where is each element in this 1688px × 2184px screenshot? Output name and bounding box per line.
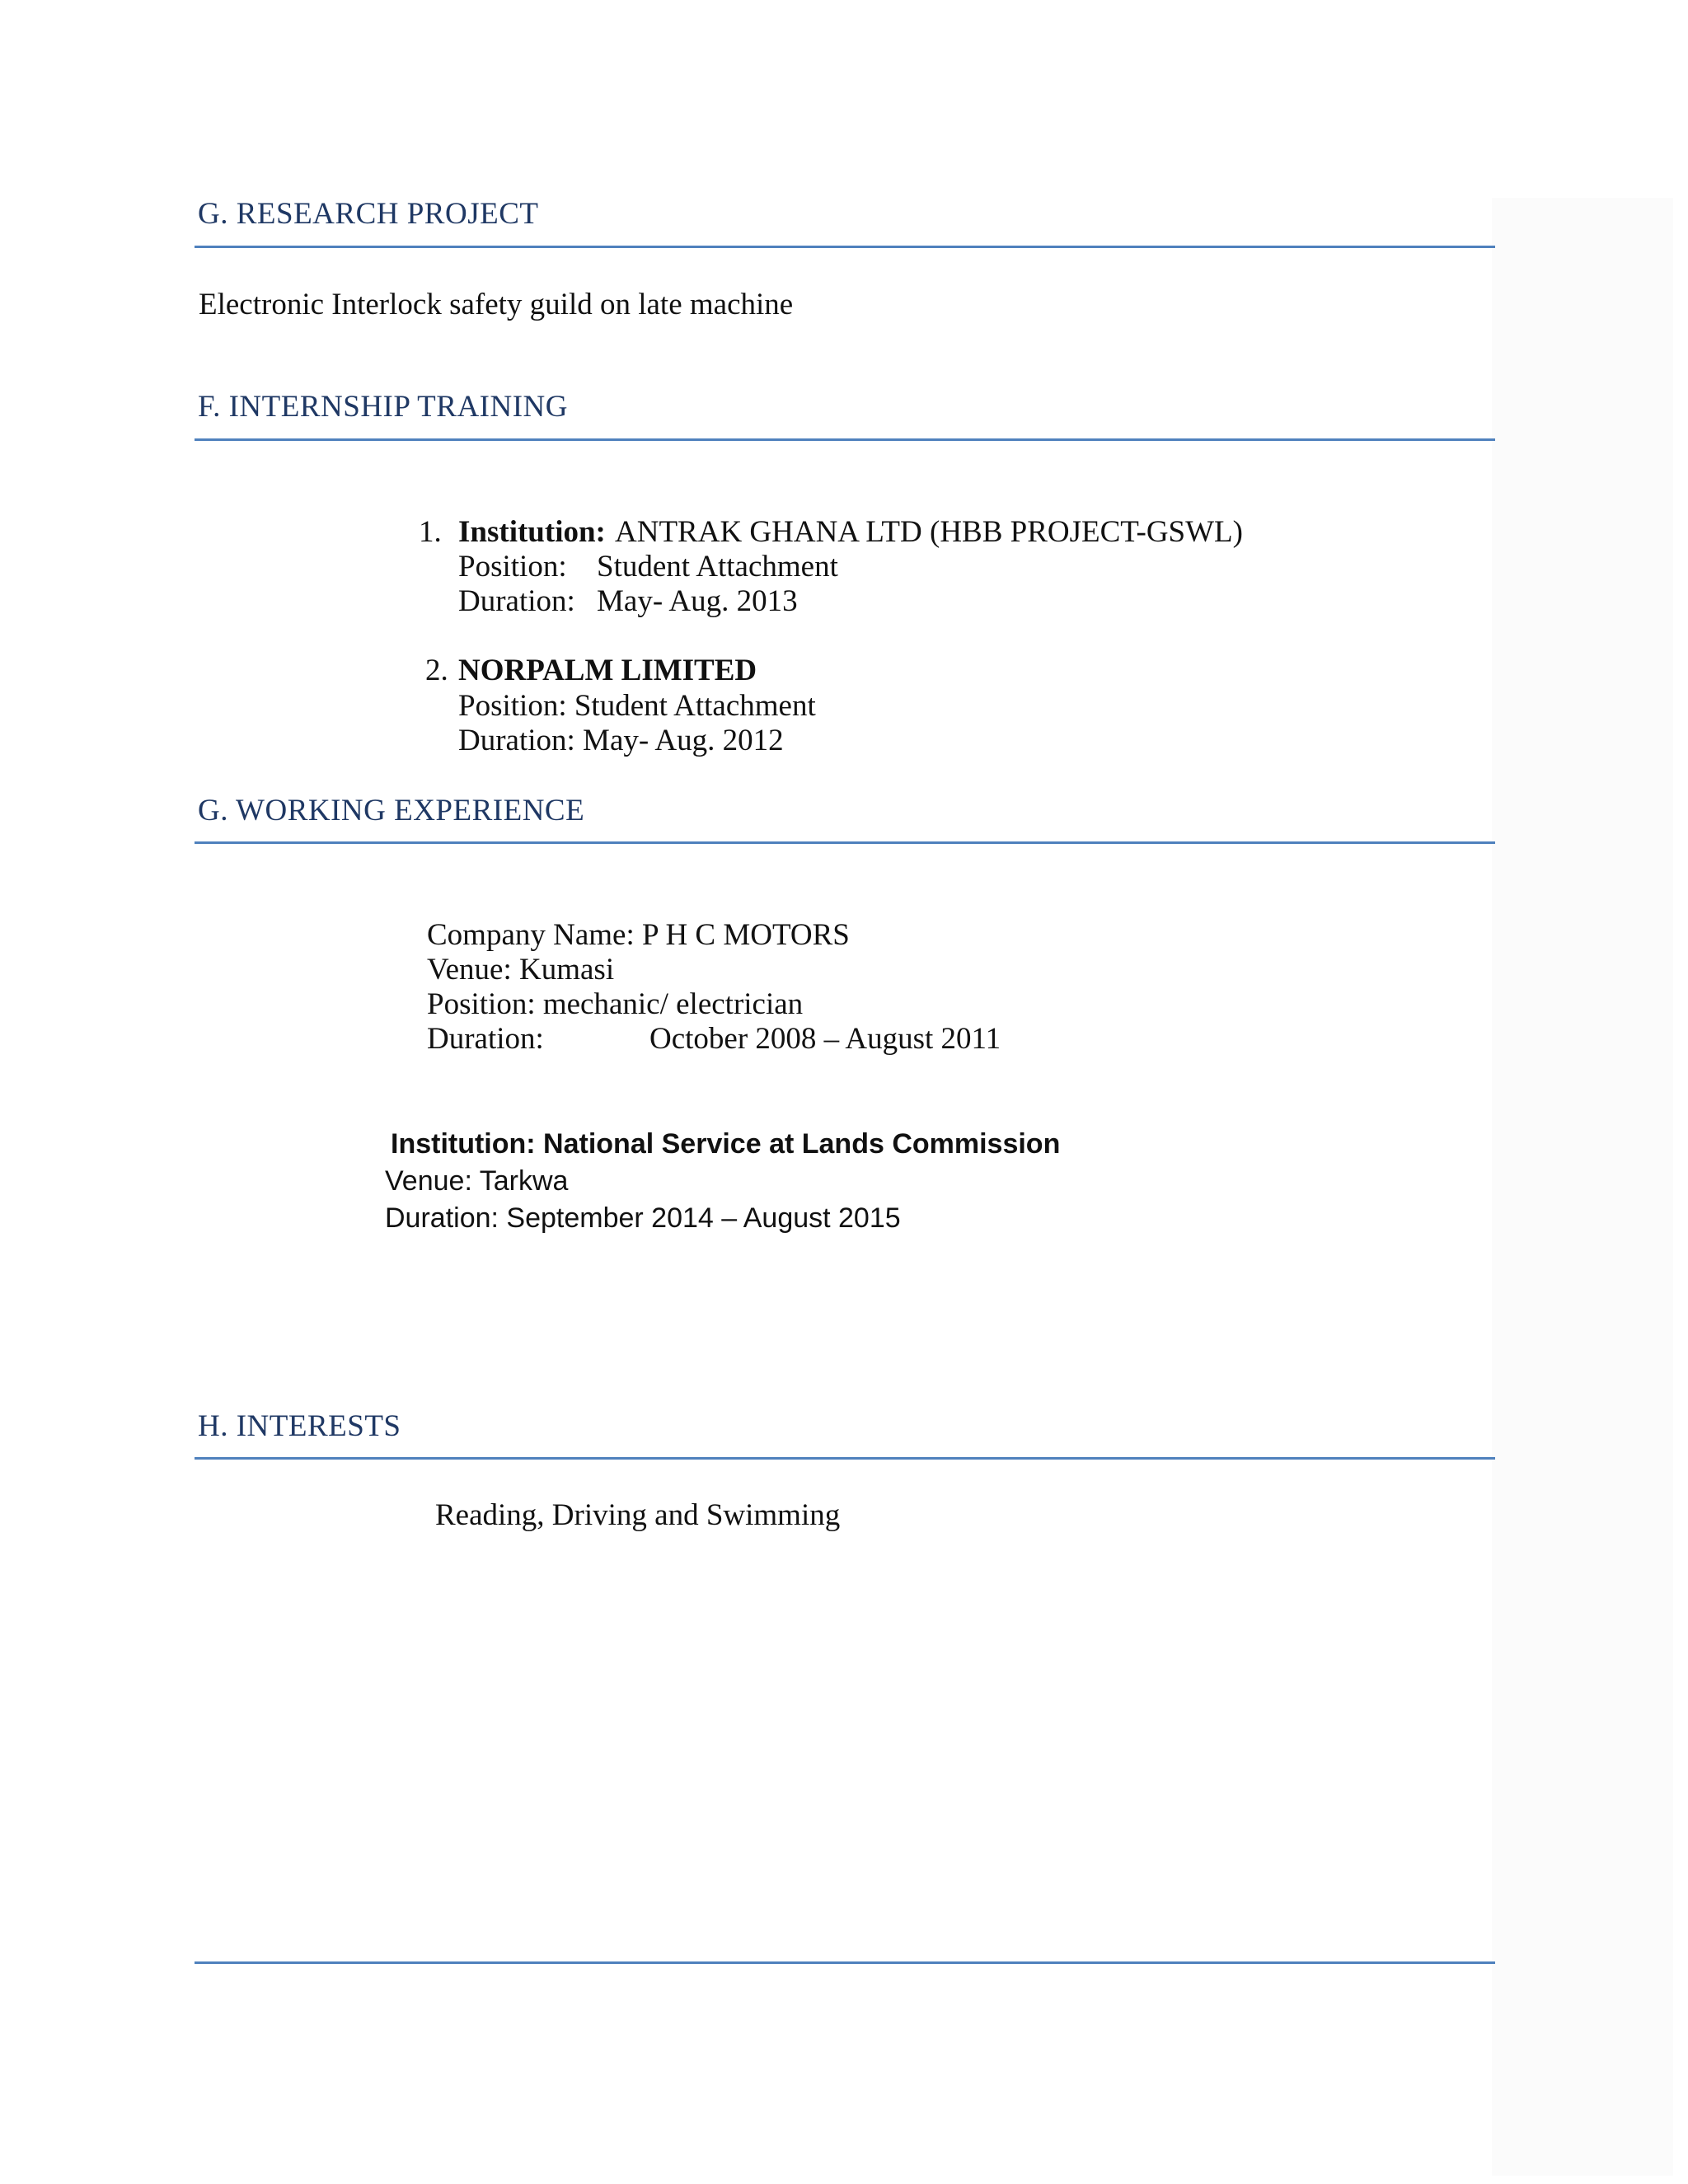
national-service-venue: Venue: Tarkwa <box>385 1165 569 1197</box>
page-edge-shade <box>1492 198 1673 2176</box>
section-divider <box>195 1457 1495 1460</box>
company-name: NORPALM LIMITED <box>458 654 757 687</box>
duration-label: Duration: <box>458 584 575 618</box>
research-project-text: Electronic Interlock safety guild on late machine <box>199 288 794 321</box>
research-project-heading: G. RESEARCH PROJECT <box>198 197 539 231</box>
national-service-duration: Duration: September 2014 – August 2015 <box>385 1202 901 1234</box>
institution-label: Institution: <box>458 515 606 549</box>
position-label: Position: <box>458 550 567 583</box>
interests-text: Reading, Driving and Swimming <box>435 1498 841 1532</box>
national-service-institution: Institution: National Service at Lands Commission <box>391 1128 1061 1160</box>
duration-line: Duration: May- Aug. 2012 <box>458 724 784 757</box>
internship-training-heading: F. INTERNSHIP TRAINING <box>198 390 568 424</box>
list-number: 1. <box>419 515 442 549</box>
duration-label: Duration: <box>427 1022 544 1056</box>
venue-line: Venue: Kumasi <box>427 953 615 987</box>
working-experience-heading: G. WORKING EXPERIENCE <box>198 794 585 827</box>
duration-value: May- Aug. 2013 <box>597 584 798 618</box>
position-value: Student Attachment <box>597 550 838 583</box>
section-divider <box>195 246 1495 248</box>
footer-divider <box>195 1961 1495 1964</box>
institution-value: ANTRAK GHANA LTD (HBB PROJECT-GSWL) <box>615 515 1243 549</box>
list-number: 2. <box>425 654 448 687</box>
section-divider <box>195 841 1495 844</box>
company-line: Company Name: P H C MOTORS <box>427 918 850 952</box>
position-line: Position: mechanic/ electrician <box>427 987 804 1021</box>
duration-value: October 2008 – August 2011 <box>649 1022 1001 1056</box>
position-line: Position: Student Attachment <box>458 689 816 723</box>
interests-heading: H. INTERESTS <box>198 1409 401 1443</box>
section-divider <box>195 438 1495 441</box>
